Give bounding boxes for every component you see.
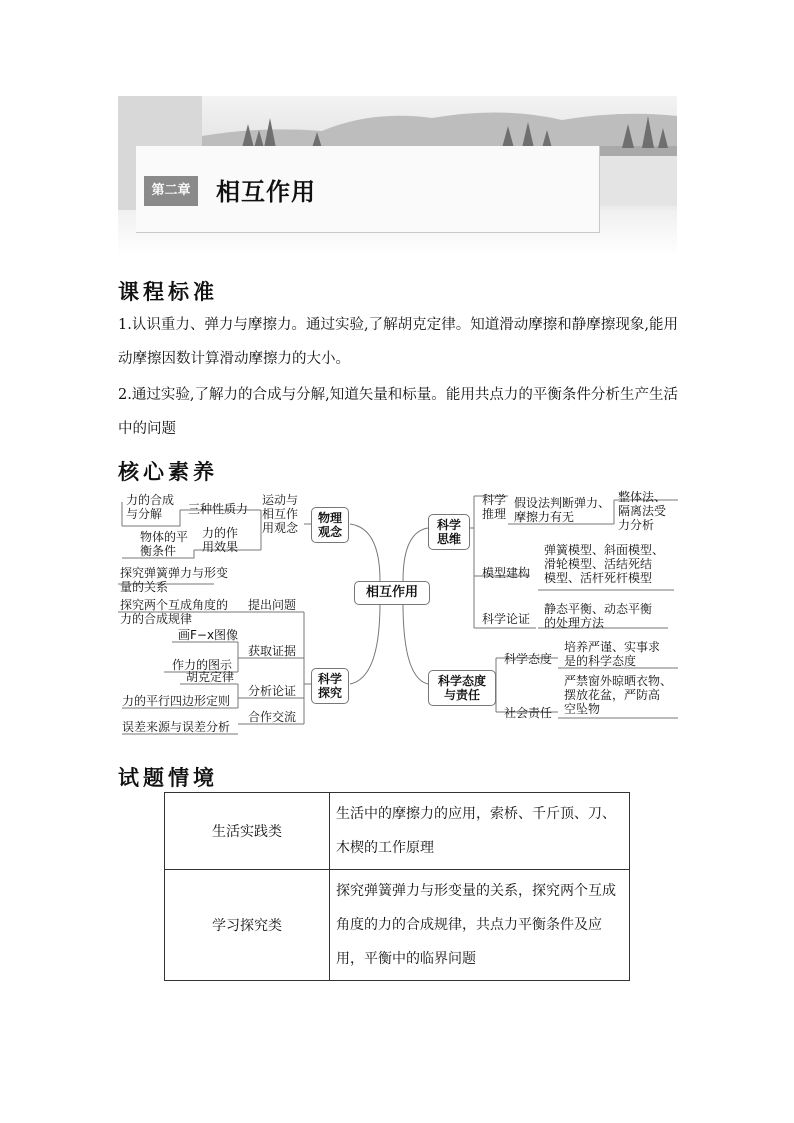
standard-item-2: 2.通过实验,了解力的合成与分解,知道矢量和标量。能用共点力的平衡条件分析生产生活中的问题: [118, 387, 678, 437]
mind-map-center: 相互作用: [354, 581, 430, 605]
mind-map: [118, 488, 678, 738]
physics-leaf-balance: 物体的平 衡条件: [140, 530, 189, 558]
chapter-title: 相互作用: [216, 178, 316, 206]
branch-inquiry: 科学 探究: [311, 668, 349, 704]
inquiry-analysis-hooke: 胡克定律: [186, 670, 235, 684]
table-cell-description: 生活中的摩擦力的应用，索桥、千斤顶、刀、木楔的工作原理: [330, 793, 630, 870]
thinking-reasoning: 科学 推理: [482, 493, 507, 521]
attitude-scientific: 科学态度: [504, 652, 553, 666]
inquiry-top-composition: 探究两个互成角度的 力的合成规律: [120, 598, 229, 626]
branch-attitude: 科学态度 与责任: [428, 670, 496, 706]
table-row: [165, 793, 630, 870]
inquiry-evidence-diagram: 作力的图示: [172, 658, 233, 672]
attitude-scientific-rigor: 培养严谨、实事求 是的科学态度: [564, 640, 661, 668]
inquiry-top-spring: 探究弹簧弹力与形变 量的关系: [120, 566, 229, 594]
thinking-argument: 科学论证: [482, 612, 531, 626]
physics-leaf-composition: 力的合成 与分解: [126, 493, 175, 521]
attitude-social-safety: 严禁窗外晾晒衣物、 摆放花盆，严防高 空坠物: [564, 674, 673, 716]
thinking-reasoning-whole-isolation: 整体法、 隔离法受 力分析: [618, 490, 667, 532]
table-cell-description: 探究弹簧弹力与形变量的关系，探究两个互成角度的力的合成规律，共点力平衡条件及应用，平衡中的临界问题: [330, 870, 630, 981]
context-table: [164, 792, 630, 981]
standard-item-1: 1.认识重力、弹力与摩擦力。通过实验,了解胡克定律。知道滑动摩擦和静摩擦现象,能用动摩擦因数计算滑动摩擦力的大小。: [118, 317, 678, 367]
thinking-modeling: 模型建构: [482, 566, 531, 580]
physics-sub-motion: 运动与 相互作 用观念: [262, 493, 299, 535]
branch-thinking: 科学 思维: [428, 514, 470, 550]
chapter-badge: 第二章: [144, 176, 198, 206]
thinking-reasoning-hypothesis: 假设法判断弹力、 摩擦力有无: [514, 496, 611, 524]
inquiry-get-evidence: 获取证据: [248, 644, 297, 658]
section-title-context: 试题情境: [118, 765, 218, 790]
physics-leaf-three-forces: 三种性质力: [188, 502, 249, 516]
table-cell-category: 生活实践类: [165, 793, 330, 870]
physics-leaf-effect: 力的作 用效果: [202, 526, 239, 554]
section-title-standard: 课程标准: [118, 279, 218, 304]
section-title-core: 核心素养: [118, 459, 218, 484]
inquiry-analysis: 分析论证: [248, 684, 297, 698]
inquiry-evidence-graph: 画F−x图像: [178, 628, 239, 642]
attitude-social: 社会责任: [504, 706, 553, 720]
chapter-banner: [118, 96, 677, 256]
table-row: [165, 870, 630, 981]
thinking-argument-balance: 静态平衡、动态平衡 的处理方法: [544, 602, 653, 630]
inquiry-raise-question: 提出问题: [248, 598, 297, 612]
inquiry-analysis-parallelogram: 力的平行四边形定则: [122, 694, 231, 708]
title-card: [136, 146, 600, 233]
table-cell-category: 学习探究类: [165, 870, 330, 981]
thinking-modeling-models: 弹簧模型、斜面模型、 滑轮模型、活结死结 模型、活杆死杆模型: [544, 543, 665, 585]
branch-physics: 物理 观念: [311, 507, 349, 543]
inquiry-cooperation: 合作交流: [248, 710, 297, 724]
inquiry-cooperation-error: 误差来源与误差分析: [122, 720, 231, 734]
